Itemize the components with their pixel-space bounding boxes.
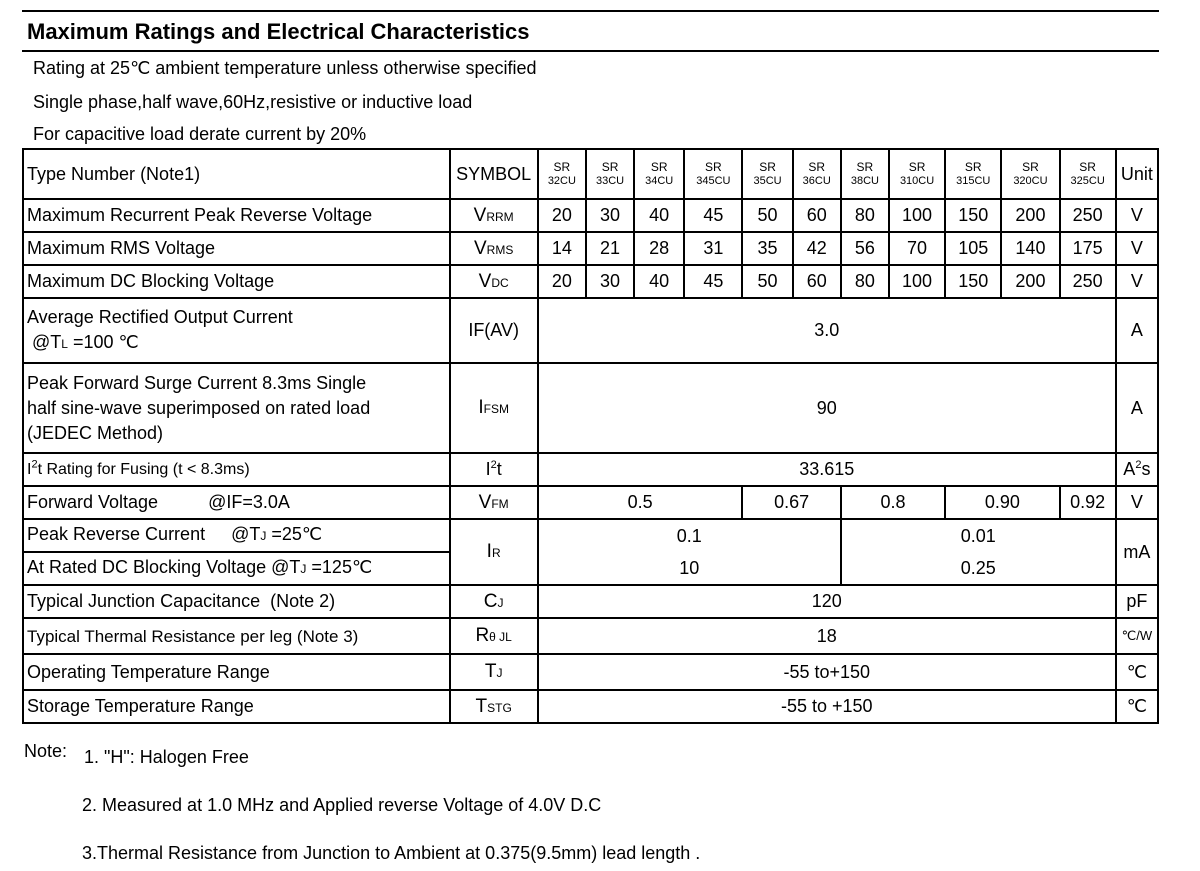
table-row-forward-voltage bbox=[23, 486, 1158, 519]
table-header-row bbox=[23, 149, 1158, 199]
symbol-cell: IR bbox=[450, 519, 538, 585]
value-cell: 3.0 bbox=[538, 298, 1116, 363]
unit-cell: A bbox=[1116, 363, 1158, 453]
value-cell: 60 bbox=[793, 199, 841, 232]
unit-header: Unit bbox=[1116, 149, 1158, 199]
value-cell: 0.90 bbox=[945, 486, 1059, 519]
param-label: Operating Temperature Range bbox=[23, 654, 450, 690]
unit-cell: ℃ bbox=[1116, 690, 1158, 723]
type-col-header: SR 38CU bbox=[841, 149, 889, 199]
param-label: Maximum RMS Voltage bbox=[23, 232, 450, 265]
value-cell: 120 bbox=[538, 585, 1116, 618]
value-cell: 30 bbox=[586, 199, 634, 232]
type-col-header: SR 34CU bbox=[634, 149, 684, 199]
value-cell: 60 bbox=[793, 265, 841, 298]
note-item: 1. "H": Halogen Free bbox=[84, 747, 249, 767]
value-cell: 100 bbox=[889, 199, 945, 232]
symbol-cell: IF(AV) bbox=[450, 298, 538, 363]
symbol-header: SYMBOL bbox=[450, 149, 538, 199]
value-cell: 200 bbox=[1001, 265, 1059, 298]
value-cell: 45 bbox=[684, 199, 742, 232]
table-row-vrms bbox=[23, 232, 1158, 265]
value-cell: 140 bbox=[1001, 232, 1059, 265]
symbol-cell: TSTG bbox=[450, 690, 538, 723]
ratings-table bbox=[22, 148, 1159, 724]
param-label: Peak Forward Surge Current 8.3ms Single half sine-wave superimposed on rated load (JEDEC Method) bbox=[23, 363, 450, 453]
unit-cell: A bbox=[1116, 298, 1158, 363]
table-row-storage-temperature bbox=[23, 690, 1158, 723]
condition-load: Single phase,half wave,60Hz,resistive or inductive load bbox=[33, 92, 473, 112]
unit-cell: V bbox=[1116, 265, 1158, 298]
type-col-header: SR 32CU bbox=[538, 149, 586, 199]
param-label: Peak Reverse Current @TJ =25℃ bbox=[23, 519, 450, 552]
value-cell: 35 bbox=[742, 232, 792, 265]
value-cell: 18 bbox=[538, 618, 1116, 654]
value-cell: 30 bbox=[586, 265, 634, 298]
symbol-cell: VDC bbox=[450, 265, 538, 298]
param-label: Typical Thermal Resistance per leg (Note 3) bbox=[23, 618, 450, 654]
value-cell: 10 bbox=[538, 552, 841, 585]
value-cell: 80 bbox=[841, 199, 889, 232]
notes-label: Note: bbox=[24, 741, 68, 761]
value-cell: 250 bbox=[1060, 265, 1116, 298]
value-cell: 150 bbox=[945, 265, 1001, 298]
symbol-cell: CJ bbox=[450, 585, 538, 618]
title-underline bbox=[22, 50, 1159, 52]
table-row-vrrm bbox=[23, 199, 1158, 232]
value-cell: 33.615 bbox=[538, 453, 1116, 486]
table-row-i2t bbox=[23, 453, 1158, 486]
type-col-header: SR 345CU bbox=[684, 149, 742, 199]
value-cell: 45 bbox=[684, 265, 742, 298]
table-row-operating-temperature bbox=[23, 654, 1158, 690]
unit-cell: $A^2s$ bbox=[1116, 453, 1158, 486]
unit-cell: pF bbox=[1116, 585, 1158, 618]
value-cell: 250 bbox=[1060, 199, 1116, 232]
note-item: 3.Thermal Resistance from Junction to Ambient at 0.375(9.5mm) lead length . bbox=[82, 843, 701, 863]
type-col-header: SR 33CU bbox=[586, 149, 634, 199]
note-item: 2. Measured at 1.0 MHz and Applied reverse Voltage of 4.0V D.C bbox=[82, 795, 602, 815]
table-row-thermal-resistance bbox=[23, 618, 1158, 654]
value-cell: 42 bbox=[793, 232, 841, 265]
value-cell: 0.5 bbox=[538, 486, 743, 519]
value-cell: 0.8 bbox=[841, 486, 945, 519]
condition-ambient-temp: Rating at 25℃ ambient temperature unless otherwise specified bbox=[33, 58, 537, 78]
param-label: Typical Junction Capacitance (Note 2) bbox=[23, 585, 450, 618]
value-cell: 14 bbox=[538, 232, 586, 265]
type-col-header: SR 36CU bbox=[793, 149, 841, 199]
unit-cell: ℃ bbox=[1116, 654, 1158, 690]
value-cell: 31 bbox=[684, 232, 742, 265]
unit-cell: V bbox=[1116, 486, 1158, 519]
value-cell: 20 bbox=[538, 265, 586, 298]
value-cell: 20 bbox=[538, 199, 586, 232]
unit-cell: ℃/W bbox=[1116, 618, 1158, 654]
value-cell: 80 bbox=[841, 265, 889, 298]
value-cell: 28 bbox=[634, 232, 684, 265]
unit-cell: mA bbox=[1116, 519, 1158, 585]
table-row-vdc bbox=[23, 265, 1158, 298]
symbol-cell: TJ bbox=[450, 654, 538, 690]
value-cell: 50 bbox=[742, 199, 792, 232]
page-title: Maximum Ratings and Electrical Characteristics bbox=[27, 19, 530, 44]
value-cell: 100 bbox=[889, 265, 945, 298]
value-cell: 175 bbox=[1060, 232, 1116, 265]
value-cell: 200 bbox=[1001, 199, 1059, 232]
symbol-cell: VFM bbox=[450, 486, 538, 519]
type-col-header: SR 325CU bbox=[1060, 149, 1116, 199]
value-cell: 0.1 bbox=[538, 519, 841, 552]
symbol-cell: Rθ JL bbox=[450, 618, 538, 654]
value-cell: 70 bbox=[889, 232, 945, 265]
top-rule bbox=[22, 10, 1159, 12]
symbol-cell: $I^2t$ bbox=[450, 453, 538, 486]
type-col-header: SR 35CU bbox=[742, 149, 792, 199]
value-cell: 0.92 bbox=[1060, 486, 1116, 519]
type-number-header: Type Number (Note1) bbox=[23, 149, 450, 199]
symbol-cell: VRRM bbox=[450, 199, 538, 232]
value-cell: 56 bbox=[841, 232, 889, 265]
param-label: Maximum Recurrent Peak Reverse Voltage bbox=[23, 199, 450, 232]
table-row-ifav bbox=[23, 298, 1158, 363]
value-cell: 40 bbox=[634, 265, 684, 298]
param-label: $I^2t$ Rating for Fusing (t < 8.3ms) bbox=[23, 453, 450, 486]
value-cell: 0.25 bbox=[841, 552, 1116, 585]
value-cell: 105 bbox=[945, 232, 1001, 265]
param-label: At Rated DC Blocking Voltage @TJ =125℃ bbox=[23, 552, 450, 585]
value-cell: 90 bbox=[538, 363, 1116, 453]
table-row-junction-capacitance bbox=[23, 585, 1158, 618]
value-cell: 50 bbox=[742, 265, 792, 298]
type-col-header: SR 315CU bbox=[945, 149, 1001, 199]
type-col-header: SR 310CU bbox=[889, 149, 945, 199]
param-label: Forward Voltage @IF=3.0A bbox=[23, 486, 450, 519]
symbol-cell: IFSM bbox=[450, 363, 538, 453]
unit-cell: V bbox=[1116, 199, 1158, 232]
value-cell: -55 to+150 bbox=[538, 654, 1116, 690]
table-row-reverse-current-25c bbox=[23, 519, 1158, 552]
param-label: Average Rectified Output Current @TL =100 ℃ bbox=[23, 298, 450, 363]
value-cell: 21 bbox=[586, 232, 634, 265]
symbol-cell: VRMS bbox=[450, 232, 538, 265]
value-cell: 0.01 bbox=[841, 519, 1116, 552]
value-cell: -55 to +150 bbox=[538, 690, 1116, 723]
type-col-header: SR 320CU bbox=[1001, 149, 1059, 199]
value-cell: 0.67 bbox=[742, 486, 840, 519]
param-label: Storage Temperature Range bbox=[23, 690, 450, 723]
value-cell: 150 bbox=[945, 199, 1001, 232]
table-row-reverse-current-125c bbox=[23, 552, 1158, 585]
table-row-ifsm bbox=[23, 363, 1158, 453]
param-label: Maximum DC Blocking Voltage bbox=[23, 265, 450, 298]
unit-cell: V bbox=[1116, 232, 1158, 265]
value-cell: 40 bbox=[634, 199, 684, 232]
condition-capacitive-derate: For capacitive load derate current by 20% bbox=[33, 124, 367, 144]
